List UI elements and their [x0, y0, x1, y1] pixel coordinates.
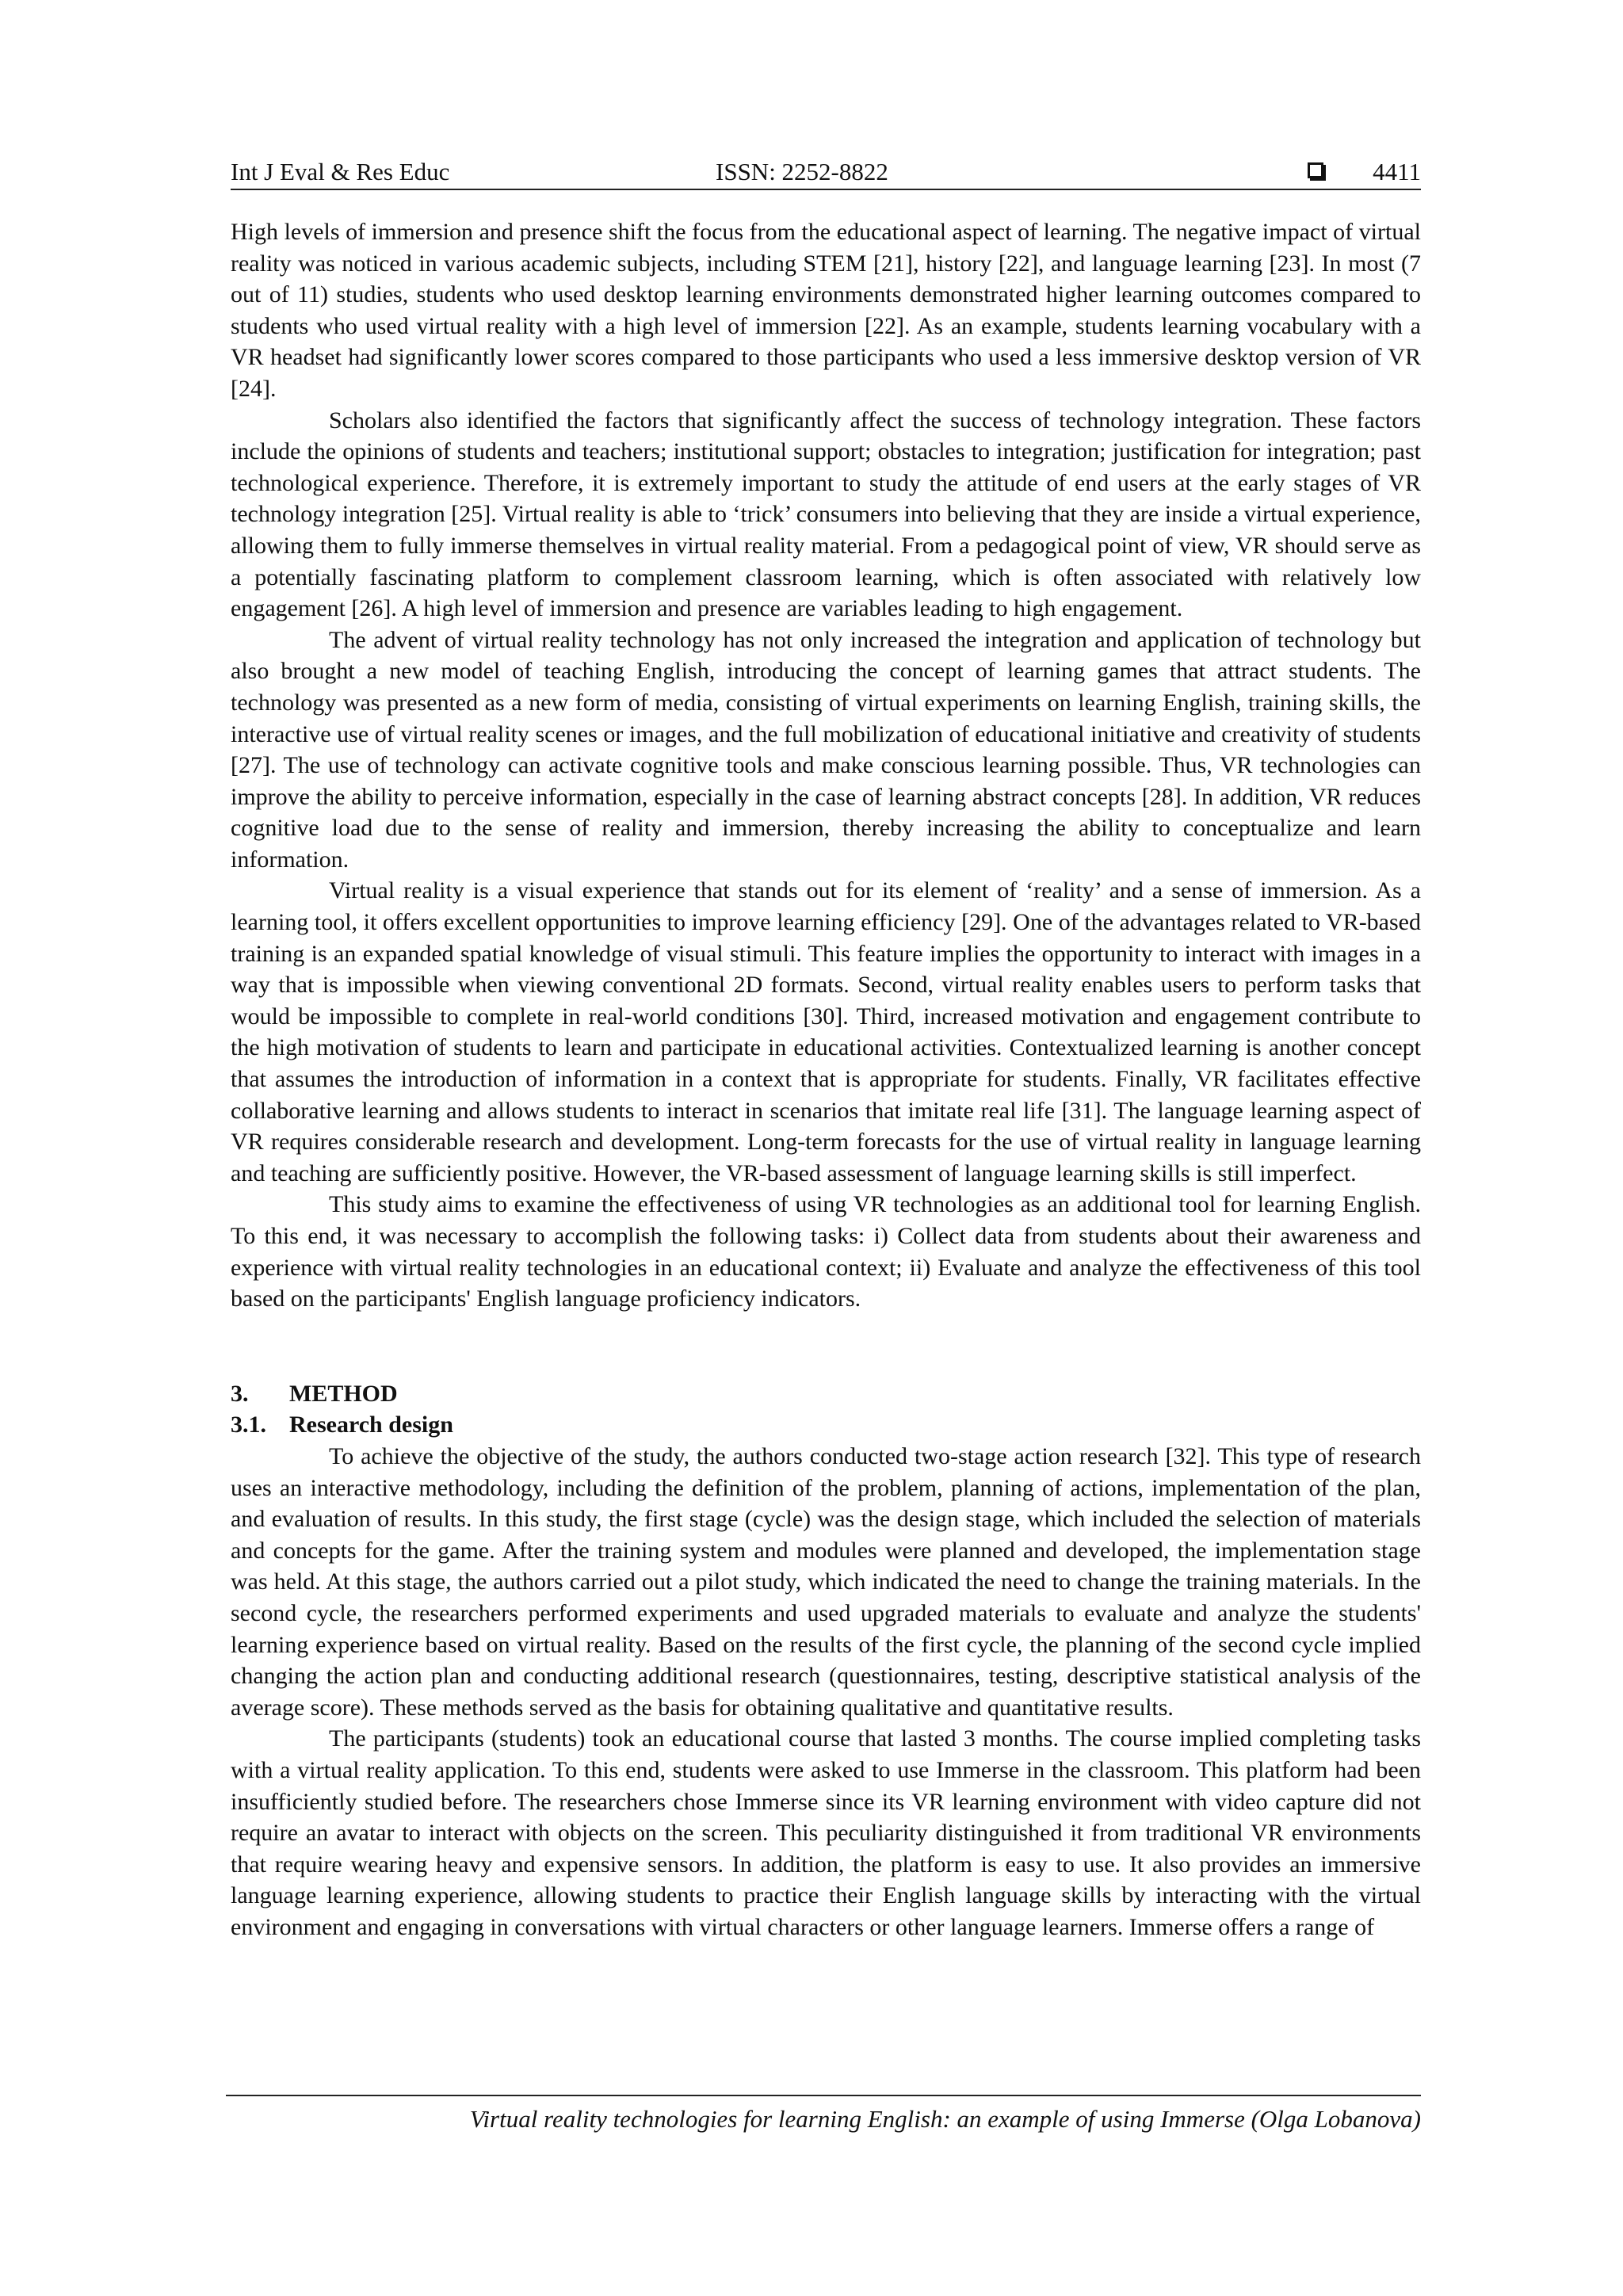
journal-name: Int J Eval & Res Educ: [231, 158, 450, 185]
section-number: 3.: [231, 1380, 249, 1407]
paragraph-2: Scholars also identified the factors that significantly affect the success of technology integration. These factors include the opinions of students and teachers; institutional support; obstacles to integration; justification for integration; past technological experience. Therefore, it is extremely important to study the attitude of end users at the early stages of VR technology integration [25]. Virtual reality is able to ‘trick’ consumers into believing that they are inside a virtual experience, allowing them to fully immerse themselves in virtual reality material. From a pedagogical point of view, VR should serve as a potentially fascinating platform to complement classroom learning, which is often associated with relatively low engagement [26]. A high level of immersion and presence are variables leading to high engagement.: [231, 407, 1421, 622]
method-paragraph-1: To achieve the objective of the study, the authors conducted two-stage action research [32]. This type of research uses an interactive methodology, including the definition of the problem, planning of actions, implementation of the plan, and evaluation of results. In this study, the first stage (cycle) was the design stage, which included the selection of materials and concepts for the game. After the training system and modules were planned and developed, the implementation stage was held. At this stage, the authors carried out a pilot study, which indicated the need to change the training materials. In the second cycle, the researchers performed experiments and used upgraded materials to evaluate and analyze the students' learning experience based on virtual reality. Based on the results of the first cycle, the planning of the second cycle implied changing the action plan and conducting additional research (questionnaires, testing, descriptive statistical analysis of the average score). These methods served as the basis for obtaining qualitative and quantitative results.: [231, 1442, 1421, 1721]
running-footer: Virtual reality technologies for learning English: an example of using Immerse (Olga Lobanova): [469, 2105, 1421, 2133]
article-body: [231, 216, 1421, 1943]
paragraph-3: The advent of virtual reality technology has not only increased the integration and application of technology but also brought a new model of teaching English, introducing the concept of learning games that attract students. The technology was presented as a new form of media, consisting of virtual experiments on learning English, training skills, the interactive use of virtual reality scenes or images, and the full mobilization of educational initiative and creativity of students [27]. The use of technology can activate cognitive tools and make conscious learning possible. Thus, VR technologies can improve the ability to perceive information, especially in the case of learning abstract concepts [28]. In addition, VR reduces cognitive load due to the sense of reality and immersion, thereby increasing the ability to conceptualize and learn information.: [231, 626, 1421, 873]
subsection-title: Research design: [289, 1412, 453, 1438]
subsection-number: 3.1.: [231, 1412, 266, 1438]
page-number: 4411: [1373, 158, 1421, 185]
footer-rule: [226, 2095, 1421, 2096]
section-title: METHOD: [289, 1380, 398, 1407]
running-header: [231, 155, 1421, 190]
paragraph-4: Virtual reality is a visual experience that stands out for its element of ‘reality’ and a sense of immersion. As a learning tool, it offers excellent opportunities to improve learning efficiency [29]. One of the advantages related to VR-based training is an expanded spatial knowledge of visual stimuli. This feature implies the opportunity to interact with images in a way that is impossible when viewing conventional 2D formats. Second, virtual reality enables users to perform tasks that would be impossible to complete in real-world conditions [30]. Third, increased motivation and engagement contribute to the high motivation of students to learn and participate in educational activities. Contextualized learning is another concept that assumes the introduction of information in a context that is appropriate for students. Finally, VR facilitates effective collaborative learning and allows students to interact in scenarios that imitate real life [31]. The language learning aspect of VR requires considerable research and development. Long-term forecasts for the use of virtual reality in language learning and teaching are sufficiently positive. However, the VR-based assessment of language learning skills is still imperfect.: [231, 877, 1421, 1186]
section-heading: [231, 1378, 1421, 1410]
paragraph-1: High levels of immersion and presence shift the focus from the educational aspect of learning. The negative impact of virtual reality was noticed in various academic subjects, including STEM [21], history [22], and language learning [23]. In most (7 out of 11) studies, students who used desktop learning environments demonstrated higher learning outcomes compared to students who used virtual reality with a high level of immersion [22]. As an example, students learning vocabulary with a VR headset had significantly lower scores compared to those participants who used a less immersive desktop version of VR [24].: [231, 219, 1421, 402]
method-paragraph-2: The participants (students) took an educational course that lasted 3 months. The course implied completing tasks with a virtual reality application. To this end, students were asked to use Immerse in the classroom. This platform had been insufficiently studied before. The researchers chose Immerse since its VR learning environment with video capture did not require an avatar to interact with objects on the screen. This peculiarity distinguished it from traditional VR environments that require wearing heavy and expensive sensors. In addition, the platform is easy to use. It also provides an immersive language learning experience, allowing students to practice their English language skills by interacting with the virtual environment and engaging in conversations with virtual characters or other language learners. Immerse offers a range of: [231, 1725, 1421, 1940]
square-bullet-icon: [1308, 162, 1323, 178]
paragraph-5: This study aims to examine the effectiveness of using VR technologies as an additional tool for learning English. To this end, it was necessary to accomplish the following tasks: i) Collect data from students about their awareness and experience with virtual reality technologies in an educational context; ii) Evaluate and analyze the effectiveness of this tool based on the participants' English language proficiency indicators.: [231, 1191, 1421, 1312]
subsection-heading: [231, 1409, 1421, 1441]
issn: ISSN: 2252-8822: [716, 158, 888, 185]
